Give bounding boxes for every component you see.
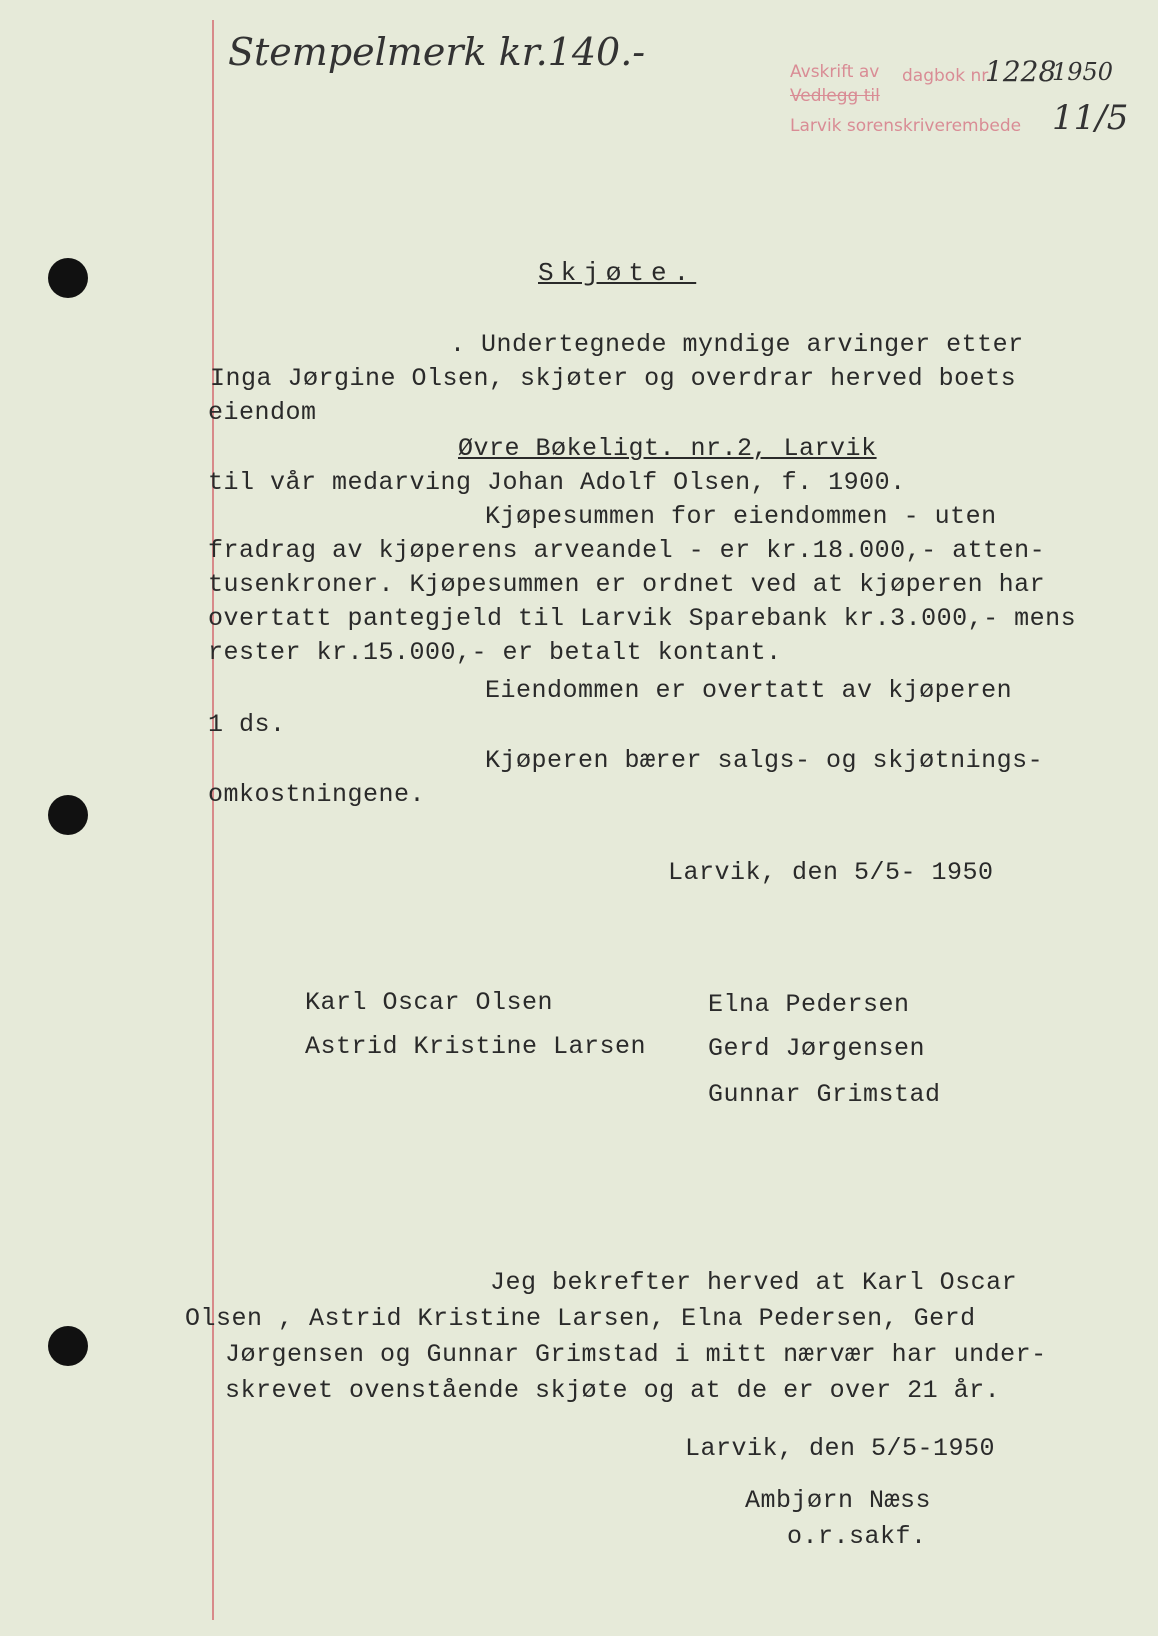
red-margin-line xyxy=(212,20,214,1620)
confirmation-line: Jørgensen og Gunnar Grimstad i mitt nærvær har under- xyxy=(225,1340,1047,1369)
body-line: Inga Jørgine Olsen, skjøter og overdrar herved boets xyxy=(210,364,1017,393)
property-name: Øvre Bøkeligt. nr.2, Larvik xyxy=(458,434,877,463)
stamp-dagbok: dagbok nr. xyxy=(902,66,993,86)
notary-title: o.r.sakf. xyxy=(787,1522,927,1551)
punch-hole-icon xyxy=(48,1326,88,1366)
confirmation-line: skrevet ovenstående skjøte og at de er over 21 år. xyxy=(225,1376,1001,1405)
body-line: 1 ds. xyxy=(208,710,286,739)
signature-left: Astrid Kristine Larsen xyxy=(305,1032,647,1061)
body-line: til vår medarving Johan Adolf Olsen, f. 1900. xyxy=(208,468,906,497)
signature-right: Elna Pedersen xyxy=(708,990,910,1019)
stamp-vedlegg: Vedlegg til xyxy=(790,86,880,106)
notary-name: Ambjørn Næss xyxy=(745,1486,932,1515)
body-line: rester kr.15.000,- er betalt kontant. xyxy=(208,638,782,667)
body-line: . Undertegnede myndige arvinger etter xyxy=(450,330,1024,359)
body-line: Eiendommen er overtatt av kjøperen xyxy=(485,676,1013,705)
signature-right: Gunnar Grimstad xyxy=(708,1080,941,1109)
stamp-number: 1228 xyxy=(985,55,1057,88)
signature-left: Karl Oscar Olsen xyxy=(305,988,554,1017)
body-line: tusenkroner. Kjøpesummen er ordnet ved at kjøperen har xyxy=(208,570,1046,599)
handwritten-stamp-fee: Stempelmerk kr.140.- xyxy=(228,30,646,74)
punch-hole-icon xyxy=(48,795,88,835)
body-line: fradrag av kjøperens arveandel - er kr.18.000,- atten- xyxy=(208,536,1046,565)
punch-hole-icon xyxy=(48,258,88,298)
confirmation-place-date: Larvik, den 5/5-1950 xyxy=(685,1434,996,1463)
body-line: Kjøpesummen for eiendommen - uten xyxy=(485,502,997,531)
stamp-office: Larvik sorenskriverembede xyxy=(790,116,1022,136)
place-date: Larvik, den 5/5- 1950 xyxy=(668,858,994,887)
confirmation-line: Olsen , Astrid Kristine Larsen, Elna Pedersen, Gerd xyxy=(185,1304,976,1333)
confirmation-line: Jeg bekrefter herved at Karl Oscar xyxy=(490,1268,1018,1297)
signature-right: Gerd Jørgensen xyxy=(708,1034,926,1063)
body-line: Kjøperen bærer salgs- og skjøtnings- xyxy=(485,746,1044,775)
body-line: overtatt pantegjeld til Larvik Sparebank kr.3.000,- mens xyxy=(208,604,1077,633)
body-line: eiendom xyxy=(208,398,317,427)
body-line: omkostningene. xyxy=(208,780,426,809)
stamp-year: 1950 xyxy=(1052,58,1114,86)
stamp-avskrift: Avskrift av xyxy=(790,62,880,82)
stamp-date: 11/5 xyxy=(1052,98,1129,138)
document-title: Skjøte. xyxy=(538,258,697,288)
